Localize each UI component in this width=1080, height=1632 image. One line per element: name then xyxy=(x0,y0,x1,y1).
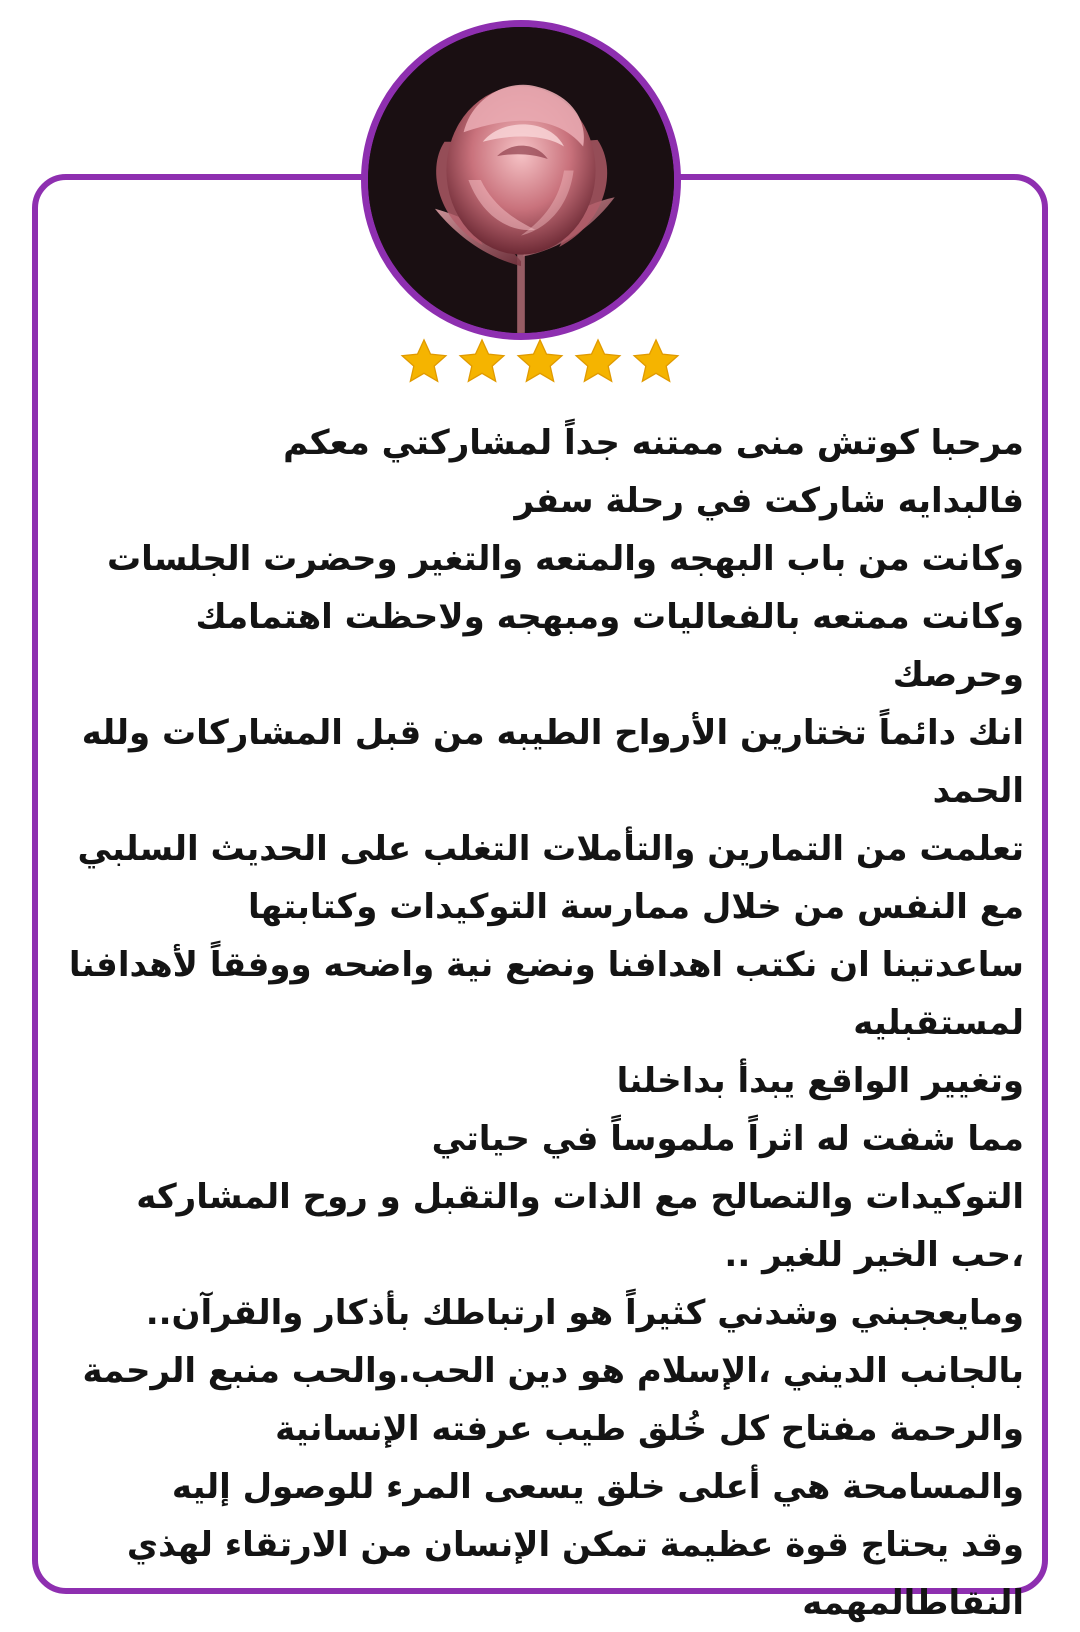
review-line: تعلمت من التمارين والتأملات التغلب على الحديث السلبي مع النفس من خلال ممارسة التوكيدات وكتابتها xyxy=(77,829,1024,927)
star-icon xyxy=(572,336,624,388)
review-text xyxy=(60,414,1024,1632)
review-line: مرحبا كوتش منى ممتنه جداً لمشاركتي معكم xyxy=(283,423,1024,463)
rose-avatar xyxy=(361,20,681,340)
review-line: انك دائماً تختارين الأرواح الطيبه من قبل المشاركات ولله الحمد xyxy=(81,713,1024,811)
review-line: مما شفت له اثراً ملموساً في حياتي xyxy=(431,1119,1024,1159)
review-line: والرحمة مفتاح كل خُلق طيب عرفته الإنسانية xyxy=(275,1409,1024,1449)
review-line: فالبدايه شاركت في رحلة سفر xyxy=(514,481,1024,521)
review-line: التوكيدات والتصالح مع الذات والتقبل و روح المشاركه ،حب الخير للغير .. xyxy=(136,1177,1024,1275)
review-line: والمسامحة هي أعلى خلق يسعى المرء للوصول إليه xyxy=(171,1467,1024,1507)
star-icon xyxy=(514,336,566,388)
review-line: بالجانب الديني ،الإسلام هو دين الحب.والحب منبع الرحمة xyxy=(82,1351,1024,1391)
star-icon xyxy=(456,336,508,388)
review-line: ومايعجبني وشدني كثيراً هو ارتباطك بأذكار والقرآن.. xyxy=(145,1293,1024,1333)
rating-stars xyxy=(0,336,1080,396)
review-line: وكانت من باب البهجه والمتعه والتغير وحضرت الجلسات xyxy=(107,539,1024,579)
star-icon xyxy=(398,336,450,388)
review-line: وتغيير الواقع يبدأ بداخلنا xyxy=(616,1061,1024,1101)
review-line: وكانت ممتعه بالفعاليات ومبهجه ولاحظت اهتمامك وحرصك xyxy=(195,597,1024,695)
star-icon xyxy=(630,336,682,388)
review-line: وقد يحتاج قوة عظيمة تمكن الإنسان من الارتقاء لهذي النقاطالمهمه xyxy=(126,1525,1024,1623)
review-line: ساعدتينا ان نكتب اهدافنا ونضع نية واضحه ووفقاً لأهدافنا لمستقبليه xyxy=(68,945,1024,1043)
rose-image xyxy=(368,27,674,333)
